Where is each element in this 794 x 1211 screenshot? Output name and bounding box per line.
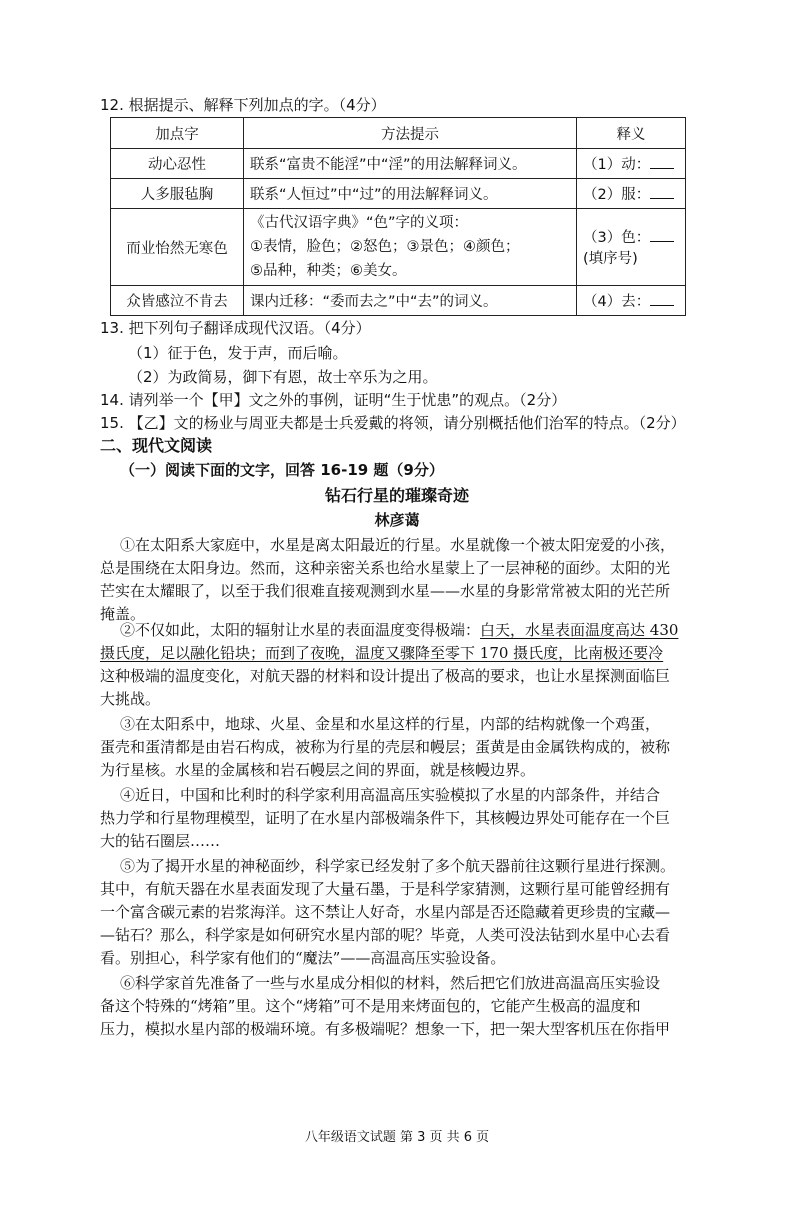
passage-line: 大挑战。: [100, 690, 161, 708]
passage-line: ③在太阳系中，地球、火星、金星和水星这样的行星，内部的结构就像一个鸡蛋，: [120, 715, 661, 733]
table-row: [111, 149, 686, 179]
passage-line: 蛋壳和蛋清都是由岩石构成，被称为行星的壳层和幔层；蛋黄是由金属铁构成的，被称: [100, 738, 671, 756]
passage-line: [120, 620, 678, 640]
passage-segment: ②不仅如此，太阳的辐射让水星的表面温度变得极端：: [120, 621, 481, 639]
header-hint: 方法提示: [244, 118, 577, 149]
passage-line: 这种极端的温度变化，对航天器的材料和设计提出了极高的要求，也让水星探测面临巨: [100, 667, 671, 685]
q14-stem: 14. 请列举一个【甲】文之外的事例，证明“生于忧患”的观点。（2分）: [100, 391, 567, 409]
passage-line: ⑥科学家首先准备了一些与水星成分相似的材料，然后把它们放进高温高压实验设: [120, 974, 661, 992]
page-footer: 八年级语文试题 第 3 页 共 6 页: [304, 1130, 490, 1145]
phrase-cell: 而业怡然无寒色: [111, 209, 244, 286]
table-row: [111, 179, 686, 209]
table-header-row: [111, 118, 686, 149]
passage-line: —钻石？那么，科学家是如何研究水星内部的呢？毕竟，人类可没法钻到水星中心去看: [100, 926, 671, 944]
answer-label: （2）服：: [583, 187, 651, 203]
article-author: 林彦蔼: [374, 511, 420, 529]
answer-cell[interactable]: [577, 209, 686, 286]
passage-line: 总是围绕在太阳身边。然而，这种亲密关系也给水星蒙上了一层神秘的面纱。太阳的光: [100, 559, 671, 577]
answer-blank[interactable]: [650, 154, 674, 169]
hint-cell: 联系“富贵不能淫”中“淫”的用法解释词义。: [244, 149, 577, 179]
passage-line: 看。别担心，科学家有他们的“魔法”——高温高压实验设备。: [100, 949, 506, 967]
underlined-segment: 白天，水星表面温度高达 430: [480, 621, 679, 639]
hint-cell: [244, 209, 577, 286]
passage-line: 其中，有航天器在水星表面发现了大量石墨，于是科学家猜测，这颗行星可能曾经拥有: [100, 880, 671, 898]
answer-cell[interactable]: [577, 179, 686, 209]
passage-line: 大的钻石圈层……: [100, 832, 221, 850]
passage-line: 为行星核。水星的金属核和岩石幔层之间的界面，就是核幔边界。: [100, 761, 536, 779]
section-heading: 二、现代文阅读: [100, 436, 213, 455]
answer-blank[interactable]: [650, 291, 674, 306]
section-subheading: （一）阅读下面的文字，回答 16-19 题（9分）: [120, 461, 444, 479]
q13-item-1: （1）征于色，发于声，而后喻。: [128, 344, 348, 362]
q13-stem: 13. 把下列句子翻译成现代汉语。（4分）: [100, 319, 371, 337]
passage-line: 掩盖。: [100, 605, 146, 623]
passage-line: 备这个特殊的“烤箱”里。这个“烤箱”可不是用来烤面包的，它能产生极高的温度和: [100, 997, 641, 1015]
table-row: [111, 286, 686, 316]
hint-line: 《古代汉语字典》“色”字的义项：: [250, 215, 469, 231]
phrase-cell: 众皆感泣不肯去: [111, 286, 244, 316]
passage-line: 热力学和行星物理模型，证明了在水星内部极端条件下，其核幔边界处可能存在一个巨: [100, 809, 671, 827]
hint-cell: 联系“人恒过”中“过”的用法解释词义。: [244, 179, 577, 209]
answer-note: (填序号): [583, 251, 638, 267]
table-row: [111, 209, 686, 286]
underlined-line: 摄氏度，足以融化铅块；而到了夜晚，温度又骤降至零下 170 摄氏度，比南极还要冷: [100, 644, 664, 662]
passage-line: ①在太阳系大家庭中，水星是离太阳最近的行星。水星就像一个被太阳宠爱的小孩，: [120, 536, 676, 554]
answer-label: （3）色：: [583, 230, 651, 246]
answer-label: （1）动：: [583, 157, 651, 173]
hint-line: ①表情，脸色；②怒色；③景色；④颜色；: [250, 239, 520, 255]
passage-line: 压力，模拟水星内部的极端环境。有多极端呢？想象一下，把一架大型客机压在你指甲: [100, 1020, 671, 1038]
answer-cell[interactable]: [577, 286, 686, 316]
answer-blank[interactable]: [650, 184, 674, 199]
header-phrase: 加点字: [111, 118, 244, 149]
answer-cell[interactable]: [577, 149, 686, 179]
phrase-cell: 动心忍性: [111, 149, 244, 179]
passage-line: ⑤为了揭开水星的神秘面纱，科学家已经发射了多个航天器前往这颗行星进行探测。: [120, 857, 676, 875]
answer-label: （4）去：: [583, 294, 651, 310]
q12-stem: 12. 根据提示、解释下列加点的字。（4分）: [100, 96, 386, 114]
q13-item-2: （2）为政简易，御下有恩，故士卒乐为之用。: [128, 368, 438, 386]
passage-line: ④近日，中国和比利时的科学家利用高温高压实验模拟了水星的内部条件，并结合: [120, 786, 661, 804]
answer-blank[interactable]: [650, 227, 674, 242]
q15-stem: 15. 【乙】文的杨业与周亚夫都是士兵爱戴的将领，请分别概括他们治军的特点。（2分）: [100, 414, 686, 432]
article-title: 钻石行星的璀璨奇迹: [324, 486, 469, 505]
q12-table: [110, 117, 686, 316]
passage-line: 一个富含碳元素的岩浆海洋。这不禁让人好奇，水星内部是否还隐藏着更珍贵的宝藏—: [100, 903, 671, 921]
hint-cell: 课内迁移：“委而去之”中“去”的词义。: [244, 286, 577, 316]
passage-line: 芒实在太耀眼了，以至于我们很难直接观测到水星——水星的身影常常被太阳的光芒所: [100, 582, 671, 600]
hint-line: ⑤品种，种类；⑥美女。: [250, 263, 407, 279]
header-answer: 释义: [577, 118, 686, 149]
phrase-cell: 人多服毡胸: [111, 179, 244, 209]
